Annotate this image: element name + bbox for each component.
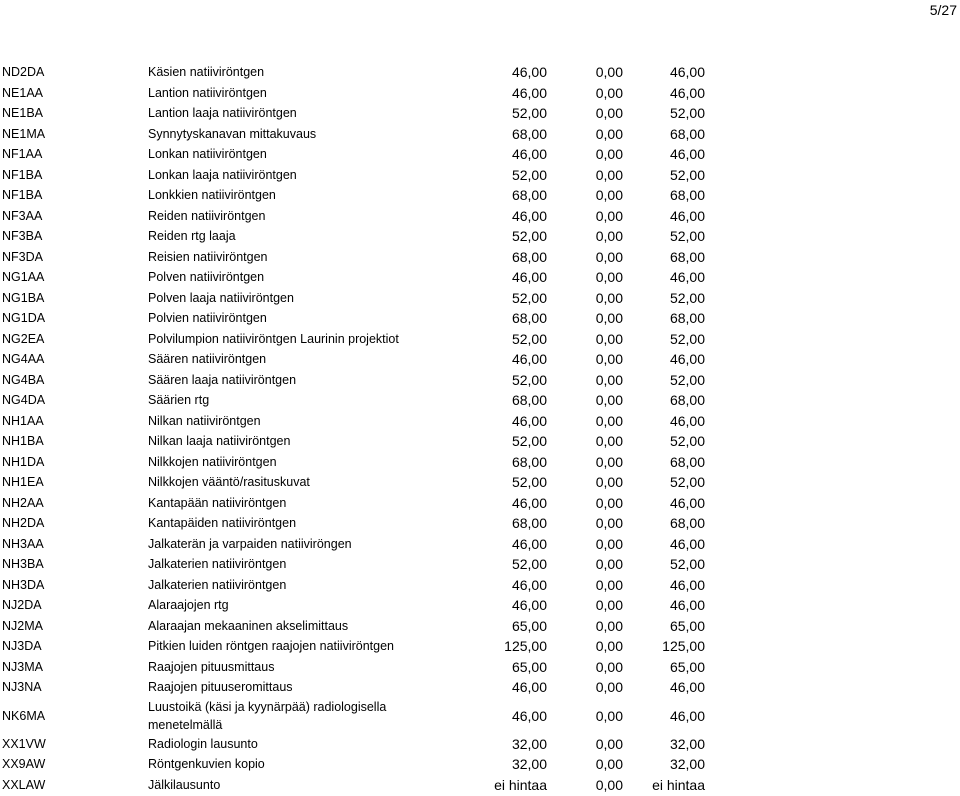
table-row [0,657,960,678]
total-value: 68,00 [669,453,705,470]
table-row [0,595,960,616]
table-row [0,431,960,452]
price-value: 68,00 [511,248,547,265]
procedure-code: NJ3DA [2,639,42,654]
procedure-code: NJ3NA [2,680,42,695]
procedure-code: NE1BA [2,106,43,121]
price-value: 52,00 [511,105,547,122]
table-row [0,636,960,657]
procedure-code: NF1BA [2,188,43,203]
procedure-code: NE1MA [2,126,46,141]
procedure-code: NJ3MA [2,659,43,674]
table-row [0,472,960,493]
table-row [0,62,960,83]
price-value: 68,00 [511,125,547,142]
table-row [0,267,960,288]
table-row [0,534,960,555]
total-value: 68,00 [669,187,705,204]
price-value: 52,00 [511,289,547,306]
page-number: 5/27 [929,2,957,18]
total-value: 46,00 [669,269,705,286]
price-value: 46,00 [511,535,547,552]
procedure-code: NH1AA [2,413,44,428]
table-row [0,616,960,637]
table-row [0,411,960,432]
procedure-description: Jalkaterien natiiviröntgen [148,577,287,592]
procedure-code: ND2DA [2,65,45,80]
price-value: 32,00 [511,735,547,752]
price-value: 46,00 [511,64,547,81]
procedure-code: XX1VW [2,736,46,751]
total-value: 52,00 [669,289,705,306]
procedure-description: Reiden natiiviröntgen [148,208,266,223]
price-value: 65,00 [511,617,547,634]
table-row [0,329,960,350]
price-value: 46,00 [511,494,547,511]
procedure-description: Polvien natiiviröntgen [148,311,267,326]
table-row [0,452,960,473]
procedure-code: NH2DA [2,516,45,531]
fee-value: 0,00 [595,146,623,163]
procedure-code: NF1AA [2,147,43,162]
total-value: ei hintaa [652,776,705,793]
procedure-description: Säären laaja natiiviröntgen [148,372,297,387]
table-row [0,575,960,596]
fee-value: 0,00 [595,105,623,122]
table-row [0,754,960,775]
fee-value: 0,00 [595,187,623,204]
price-value: 52,00 [511,474,547,491]
price-value: 65,00 [511,658,547,675]
fee-value: 0,00 [595,474,623,491]
total-value: 46,00 [669,207,705,224]
total-value: 52,00 [669,474,705,491]
fee-value: 0,00 [595,576,623,593]
total-value: 52,00 [669,330,705,347]
procedure-code: NH2AA [2,495,44,510]
table-row [0,165,960,186]
total-value: 32,00 [669,756,705,773]
total-value: 46,00 [669,535,705,552]
total-value: 46,00 [669,597,705,614]
total-value: 52,00 [669,105,705,122]
procedure-code: NF3DA [2,249,43,264]
procedure-description: Nilkan laaja natiiviröntgen [148,434,291,449]
procedure-description: Lonkan laaja natiiviröntgen [148,167,297,182]
fee-value: 0,00 [595,453,623,470]
table-row [0,226,960,247]
price-value: 52,00 [511,433,547,450]
fee-value: 0,00 [595,330,623,347]
total-value: 52,00 [669,166,705,183]
total-value: 46,00 [669,64,705,81]
fee-value: 0,00 [595,310,623,327]
procedure-description: Raajojen pituuseromittaus [148,680,293,695]
total-value: 46,00 [669,494,705,511]
procedure-code: NE1AA [2,85,43,100]
total-value: 46,00 [669,146,705,163]
total-value: 46,00 [669,351,705,368]
fee-value: 0,00 [595,535,623,552]
table-row [0,83,960,104]
total-value: 46,00 [669,707,705,724]
price-value: 68,00 [511,515,547,532]
total-value: 68,00 [669,125,705,142]
fee-value: 0,00 [595,679,623,696]
fee-value: 0,00 [595,494,623,511]
procedure-description: Polven laaja natiiviröntgen [148,290,294,305]
procedure-code: NH1DA [2,454,45,469]
table-row [0,144,960,165]
procedure-code: NH1EA [2,475,44,490]
procedure-code: NH1BA [2,434,44,449]
fee-value: 0,00 [595,392,623,409]
table-row [0,308,960,329]
fee-value: 0,00 [595,166,623,183]
table-row [0,493,960,514]
procedure-description: Kantapäiden natiiviröntgen [148,516,297,531]
price-value: 68,00 [511,392,547,409]
fee-value: 0,00 [595,412,623,429]
procedure-description: Alaraajojen rtg [148,598,229,613]
procedure-description: Synnytyskanavan mittakuvaus [148,126,317,141]
procedure-code: NG4BA [2,372,45,387]
procedure-description: Jälkilausunto [148,777,221,792]
price-value: 46,00 [511,679,547,696]
procedure-description: Polven natiiviröntgen [148,270,265,285]
price-value: 46,00 [511,269,547,286]
fee-value: 0,00 [595,125,623,142]
price-value: 52,00 [511,371,547,388]
price-value: 46,00 [511,207,547,224]
total-value: 65,00 [669,658,705,675]
fee-value: 0,00 [595,289,623,306]
fee-value: 0,00 [595,433,623,450]
price-value: 46,00 [511,597,547,614]
procedure-description: Reiden rtg laaja [148,229,236,244]
fee-value: 0,00 [595,248,623,265]
total-value: 46,00 [669,576,705,593]
total-value: 52,00 [669,371,705,388]
price-value: 32,00 [511,756,547,773]
procedure-code: NF3BA [2,229,43,244]
procedure-code: NG1BA [2,290,45,305]
table-row [0,775,960,796]
procedure-description: Kantapään natiiviröntgen [148,495,287,510]
procedure-description: Jalkaterien natiiviröntgen [148,557,287,572]
price-value: 46,00 [511,351,547,368]
fee-value: 0,00 [595,371,623,388]
procedure-code: NG1DA [2,311,46,326]
fee-value: 0,00 [595,776,623,793]
procedure-code: NH3DA [2,577,45,592]
table-row [0,734,960,755]
procedure-description: Jalkaterän ja varpaiden natiiviröngen [148,536,352,551]
procedure-description: Röntgenkuvien kopio [148,757,265,772]
procedure-description: Radiologin lausunto [148,736,258,751]
procedure-description: Käsien natiiviröntgen [148,65,265,80]
procedure-code: NG4DA [2,393,46,408]
fee-value: 0,00 [595,228,623,245]
price-value: 46,00 [511,84,547,101]
total-value: 52,00 [669,433,705,450]
fee-value: 0,00 [595,515,623,532]
procedure-description: Raajojen pituusmittaus [148,659,275,674]
fee-value: 0,00 [595,351,623,368]
total-value: 125,00 [662,638,705,655]
fee-value: 0,00 [595,207,623,224]
procedure-code: NJ2MA [2,618,43,633]
total-value: 32,00 [669,735,705,752]
fee-value: 0,00 [595,64,623,81]
total-value: 68,00 [669,310,705,327]
procedure-description: Reisien natiiviröntgen [148,249,268,264]
procedure-description: Lonkan natiiviröntgen [148,147,267,162]
price-value: 46,00 [511,146,547,163]
table-row [0,185,960,206]
procedure-code: NH3AA [2,536,44,551]
fee-value: 0,00 [595,735,623,752]
price-value: 125,00 [504,638,547,655]
fee-value: 0,00 [595,707,623,724]
table-row [0,677,960,698]
total-value: 52,00 [669,228,705,245]
procedure-description: Lantion natiiviröntgen [148,85,267,100]
procedure-description: Lonkkien natiiviröntgen [148,188,276,203]
table-row [0,206,960,227]
procedure-description: Nilkan natiiviröntgen [148,413,261,428]
fee-value: 0,00 [595,84,623,101]
fee-value: 0,00 [595,617,623,634]
procedure-description: Säärien rtg [148,393,210,408]
total-value: 68,00 [669,392,705,409]
total-value: 46,00 [669,412,705,429]
price-value: 52,00 [511,166,547,183]
price-table [0,62,960,795]
procedure-code: NK6MA [2,708,46,723]
table-row [0,370,960,391]
table-row [0,247,960,268]
table-row [0,288,960,309]
total-value: 46,00 [669,679,705,696]
price-value: 52,00 [511,330,547,347]
price-value: 46,00 [511,412,547,429]
procedure-code: NF1BA [2,167,43,182]
procedure-code: NJ2DA [2,598,42,613]
procedure-description: Pitkien luiden röntgen raajojen natiiviröntgen [148,639,394,654]
procedure-description: Polvilumpion natiiviröntgen Laurinin projektiot [148,331,399,346]
table-row [0,513,960,534]
fee-value: 0,00 [595,556,623,573]
price-value: 52,00 [511,556,547,573]
procedure-code: XXLAW [2,777,46,792]
total-value: 46,00 [669,84,705,101]
fee-value: 0,00 [595,638,623,655]
price-value: 52,00 [511,228,547,245]
total-value: 65,00 [669,617,705,634]
table-row [0,390,960,411]
procedure-code: NG4AA [2,352,45,367]
price-value: 68,00 [511,187,547,204]
table-row [0,349,960,370]
procedure-code: NG1AA [2,270,45,285]
total-value: 52,00 [669,556,705,573]
procedure-description: Alaraajan mekaaninen akselimittaus [148,618,349,633]
price-value: 46,00 [511,576,547,593]
table-row [0,554,960,575]
procedure-description: Nilkkojen natiiviröntgen [148,454,277,469]
fee-value: 0,00 [595,597,623,614]
procedure-code: NF3AA [2,208,43,223]
price-value: ei hintaa [494,776,547,793]
table-row [0,124,960,145]
procedure-code: NG2EA [2,331,45,346]
procedure-code: XX9AW [2,757,46,772]
total-value: 68,00 [669,515,705,532]
price-value: 68,00 [511,453,547,470]
table-row [0,698,960,734]
table-row [0,103,960,124]
fee-value: 0,00 [595,269,623,286]
procedure-description: Luustoikä (käsi ja kyynärpää) radiologisella menetelmällä [148,699,387,732]
procedure-description: Säären natiiviröntgen [148,352,267,367]
total-value: 68,00 [669,248,705,265]
procedure-description: Nilkkojen vääntö/rasituskuvat [148,475,310,490]
fee-value: 0,00 [595,658,623,675]
price-value: 46,00 [511,707,547,724]
procedure-description: Lantion laaja natiiviröntgen [148,106,297,121]
price-value: 68,00 [511,310,547,327]
procedure-code: NH3BA [2,557,44,572]
fee-value: 0,00 [595,756,623,773]
